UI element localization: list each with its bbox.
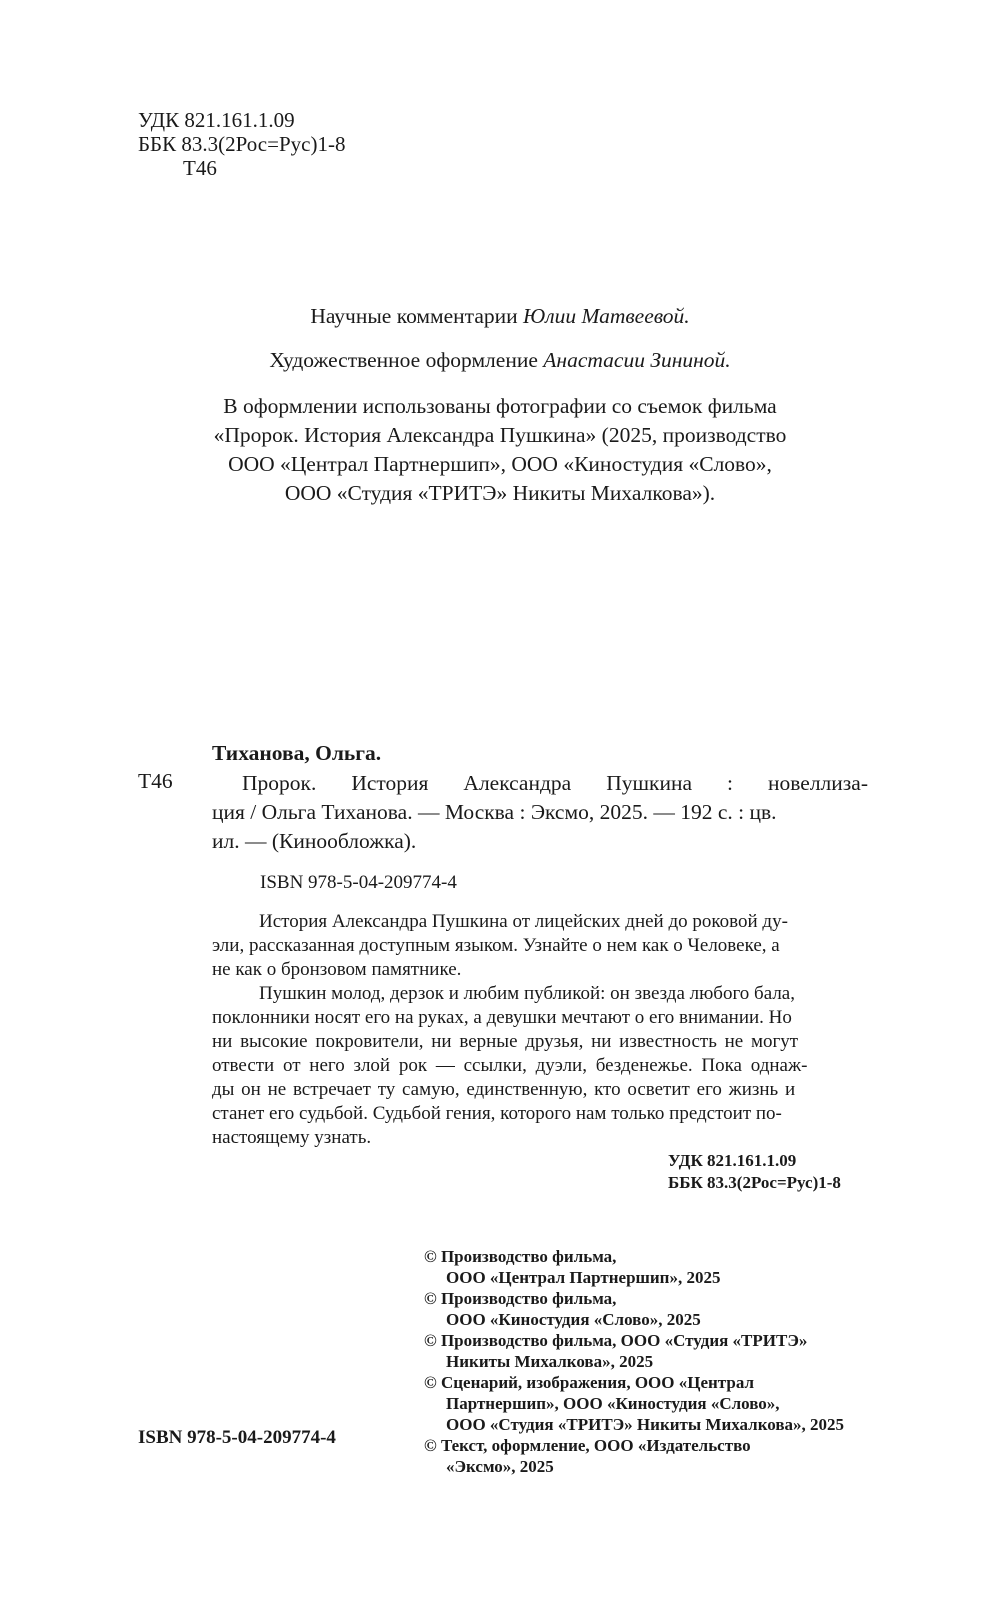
photos-credit [0,392,1000,508]
copyright-line: Партнершип», ООО «Киностудия «Слово», [446,1394,780,1413]
copyright-entry [424,1330,844,1372]
copyright-line: © Производство фильма, ООО «Студия «ТРИТЭ» [424,1331,808,1350]
credit-name: Юлии Матвеевой. [523,304,690,328]
copyright-entry [424,1372,844,1435]
photos-credit-line: В оформлении использованы фотографии со съемок фильма [223,394,777,418]
bib-line: Пророк. История Александра Пушкина : новеллиза- [242,771,868,795]
annotation-line: отвести от него злой рок — ссылки, дуэли, безденежье. Пока однаж- [212,1055,808,1076]
footer-udk-code: УДК 821.161.1.09 [668,1151,797,1170]
footer-bbk-code: ББК 83.3(2Рос=Рус)1-8 [668,1173,841,1192]
annotation [212,910,868,1150]
isbn-bottom: ISBN 978-5-04-209774-4 [138,1427,336,1448]
copyright-line: © Сценарий, изображения, ООО «Централ [424,1373,755,1392]
header-codes [138,108,345,180]
bbk-code: ББК 83.3(2Рос=Рус)1-8 [138,132,346,156]
annotation-line: Пушкин молод, дерзок и любим публикой: он звезда любого бала, [259,983,795,1004]
annotation-line: эли, рассказанная доступным языком. Узнайте о нем как о Человеке, а [212,935,780,956]
udk-code: УДК 821.161.1.09 [138,108,295,132]
annotation-line: станет его судьбой. Судьбой гения, которого нам только предстоит по- [212,1103,782,1124]
annotation-paragraph [212,982,868,1150]
author-sign: Т46 [183,156,217,180]
copyright-entry [424,1246,844,1288]
credit-label: Художественное оформление [269,348,544,372]
annotation-line: настоящему узнать. [212,1127,372,1148]
photos-credit-line: ООО «Централ Партнершип», ООО «Киностудия «Слово», [228,452,772,476]
photos-credit-line: «Пророк. История Александра Пушкина» (2025, производство [213,423,787,447]
bib-line: ция / Ольга Тиханова. — Москва : Эксмо, 2025. — 192 с. : цв. [212,800,777,824]
bib-description [212,769,868,856]
scientific-comments-credit [0,304,1000,329]
copyright-line: Никиты Михалкова», 2025 [446,1352,654,1371]
copyright-line: © Производство фильма, [424,1247,617,1266]
copyright-line: ООО «Централ Партнершип», 2025 [446,1268,721,1287]
annotation-paragraph [212,910,868,982]
annotation-line: ни высокие покровители, ни верные друзья, ни известность не могут [212,1031,799,1052]
credit-name: Анастасии Зининой. [543,348,731,372]
copyright-entry [424,1435,844,1477]
annotation-line: История Александра Пушкина от лицейских дней до роковой ду- [259,911,788,932]
design-credit [0,348,1000,373]
copyright-block [424,1246,844,1477]
bib-isbn: ISBN 978-5-04-209774-4 [260,872,457,893]
footer-codes [668,1150,841,1194]
copyright-line: ООО «Киностудия «Слово», 2025 [446,1310,701,1329]
copyright-line: © Производство фильма, [424,1289,617,1308]
photos-credit-line: ООО «Студия «ТРИТЭ» Никиты Михалкова»). [284,481,716,505]
annotation-line: поклонники носят его на руках, а девушки мечтают о его внимании. Но [212,1007,792,1028]
copyright-line: ООО «Студия «ТРИТЭ» Никиты Михалкова», 2025 [446,1415,845,1434]
copyright-line: © Текст, оформление, ООО «Издательство [424,1436,751,1455]
bib-line: ил. — (Кинообложка). [212,829,417,853]
annotation-line: ды он не встречает ту самую, единственную, кто осветит его жизнь и [212,1079,796,1100]
copyright-entry [424,1288,844,1330]
bib-author-sign: Т46 [138,769,173,793]
copyright-line: «Эксмо», 2025 [446,1457,554,1476]
annotation-line: не как о бронзовом памятнике. [212,959,462,980]
credit-label: Научные комментарии [310,304,524,328]
bib-author: Тиханова, Ольга. [212,741,382,765]
